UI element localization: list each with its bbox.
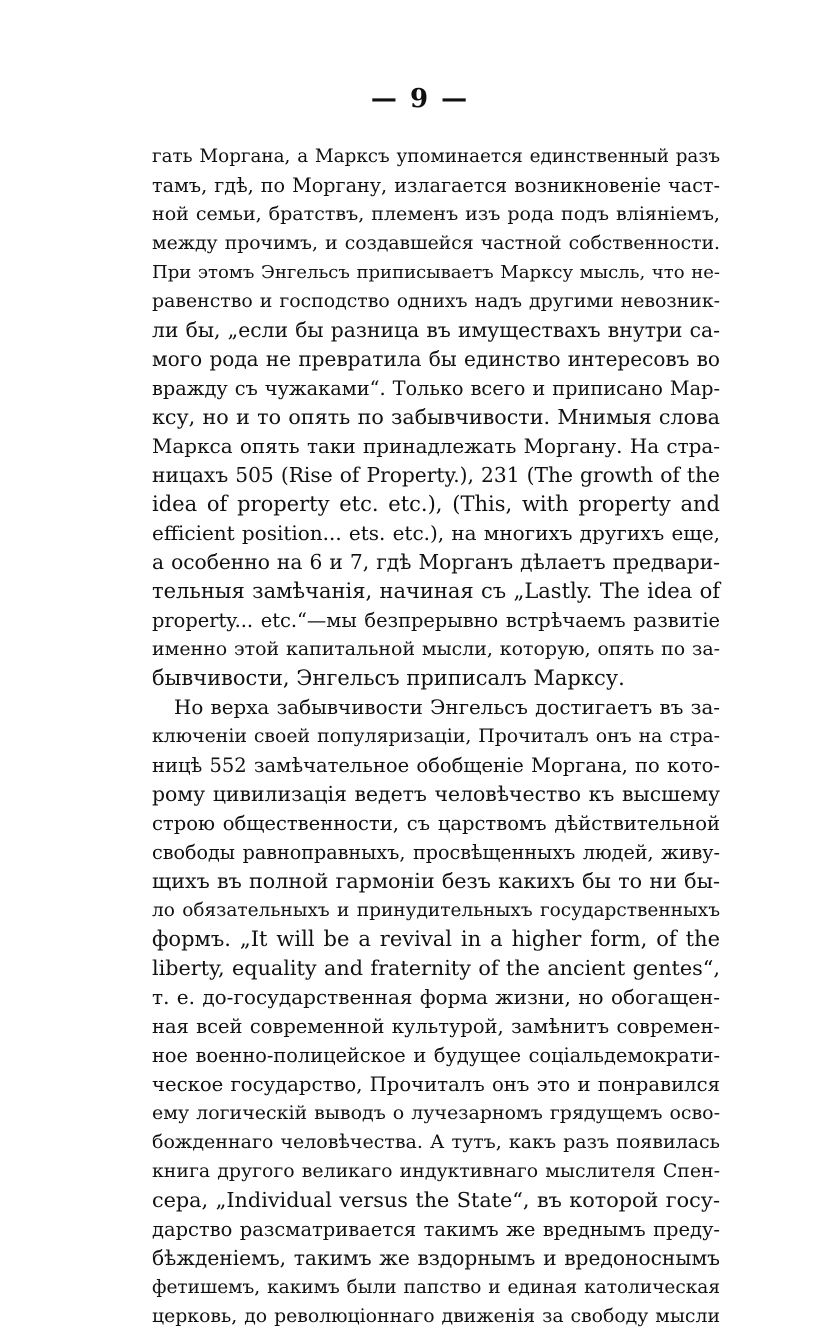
text-line: Маркса опять таки принадлежать Моргану. На стра- xyxy=(152,434,720,458)
text-line: ло обязательныхъ и принудительныхъ государственныхъ xyxy=(152,900,720,921)
text-line: божденнаго человѣчества. А тутъ, какъ разъ появилась xyxy=(152,1131,720,1153)
text-line: ницѣ 552 замѣчательное обобщеніе Моргана, по кото- xyxy=(152,754,720,777)
text-line: ксу, но и то опять по забывчивости. Мнимыя слова xyxy=(152,405,720,429)
text-line: формъ. „It will be a revival in a higher form, of the xyxy=(152,927,720,951)
text-line: liberty, equality and fraternity of the ancient gentes“, xyxy=(152,956,720,980)
text-line: бѣжденіемъ, такимъ же вздорнымъ и вредоноснымъ xyxy=(152,1246,720,1270)
text-line: дарство разсматривается такимъ же вреднымъ преду- xyxy=(152,1218,720,1241)
text-line: тамъ, гдѣ, по Моргану, излагается возникновеніе част- xyxy=(152,174,720,197)
text-line: ли бы, „если бы разница въ имуществахъ внутри са- xyxy=(152,318,720,342)
text-line: При этомъ Энгельсъ приписываетъ Марксу мысль, что не- xyxy=(152,262,720,283)
text-line: efficient position... ets. etc.), на многихъ другихъ еще, xyxy=(152,521,720,545)
text-line: property... etc.“—мы безпрерывно встрѣчаемъ развитіе xyxy=(152,609,720,632)
text-line: мого рода не превратила бы единство интересовъ во xyxy=(152,347,720,371)
text-line: между прочимъ, и создавшейся частной собственности. xyxy=(152,233,720,254)
text-line: вражду съ чужаками“. Только всего и приписано Мар- xyxy=(152,377,720,400)
text-line: сера, „Individual versus the State“, въ которой госу- xyxy=(152,1188,720,1212)
text-line: ницахъ 505 (Rise of Property.), 231 (The growth of the xyxy=(152,463,720,487)
text-line: свободы равноправныхъ, просвѣщенныхъ людей, живу- xyxy=(152,841,720,864)
text-line: рому цивилизація ведетъ человѣчество къ высшему xyxy=(152,782,720,806)
text-line: ческое государство, Прочиталъ онъ это и понравился xyxy=(152,1073,720,1096)
text-line: idea of property etc. etc.), (This, with property and xyxy=(152,492,720,516)
page-number: — 9 — xyxy=(370,84,470,114)
text-line: именно этой капитальной мысли, которую, опять по за- xyxy=(152,638,720,660)
text-line: а особенно на 6 и 7, гдѣ Морганъ дѣлаетъ предвари- xyxy=(152,550,720,574)
text-line: ное военно-полицейское и будущее соціальдемократи- xyxy=(152,1044,720,1067)
paragraph-1 xyxy=(152,142,720,693)
text-line: строю общественности, съ царствомъ дѣйствительной xyxy=(152,812,720,835)
text-line: книга другого великаго индуктивнаго мыслителя Спен- xyxy=(152,1160,720,1182)
text-line: ключеніи своей популяризаціи, Прочиталъ онъ на стра- xyxy=(152,726,720,747)
text-line: щихъ въ полной гармоніи безъ какихъ бы то ни бы- xyxy=(152,869,720,893)
text-line: ему логическій выводъ о лучезарномъ грядущемъ осво- xyxy=(152,1102,720,1124)
text-line: ная всей современной культурой, замѣнитъ современ- xyxy=(152,1015,720,1038)
text-line: тельныя замѣчанія, начиная съ „Lastly. The idea of xyxy=(152,579,720,603)
text-line: бывчивости, Энгельсъ приписалъ Марксу. xyxy=(152,666,625,690)
text-line: церковь, до революціоннаго движенія за свободу мысли xyxy=(152,1306,720,1327)
text-line: т. е. до-государственная форма жизни, но обогащен- xyxy=(152,985,720,1009)
paragraph-2 xyxy=(152,693,720,1331)
body-text xyxy=(152,142,720,1331)
text-line: равенство и господство однихъ надъ другими невозник- xyxy=(152,290,720,312)
text-line: Но верха забывчивости Энгельсъ достигаетъ въ за- xyxy=(174,696,720,719)
text-line: гать Моргана, а Марксъ упоминается единственный разъ xyxy=(152,146,720,167)
text-line: фетишемъ, какимъ были папство и единая католическая xyxy=(152,1277,720,1298)
text-line: ной семьи, братствъ, племенъ изъ рода подъ вліяніемъ, xyxy=(152,203,720,225)
